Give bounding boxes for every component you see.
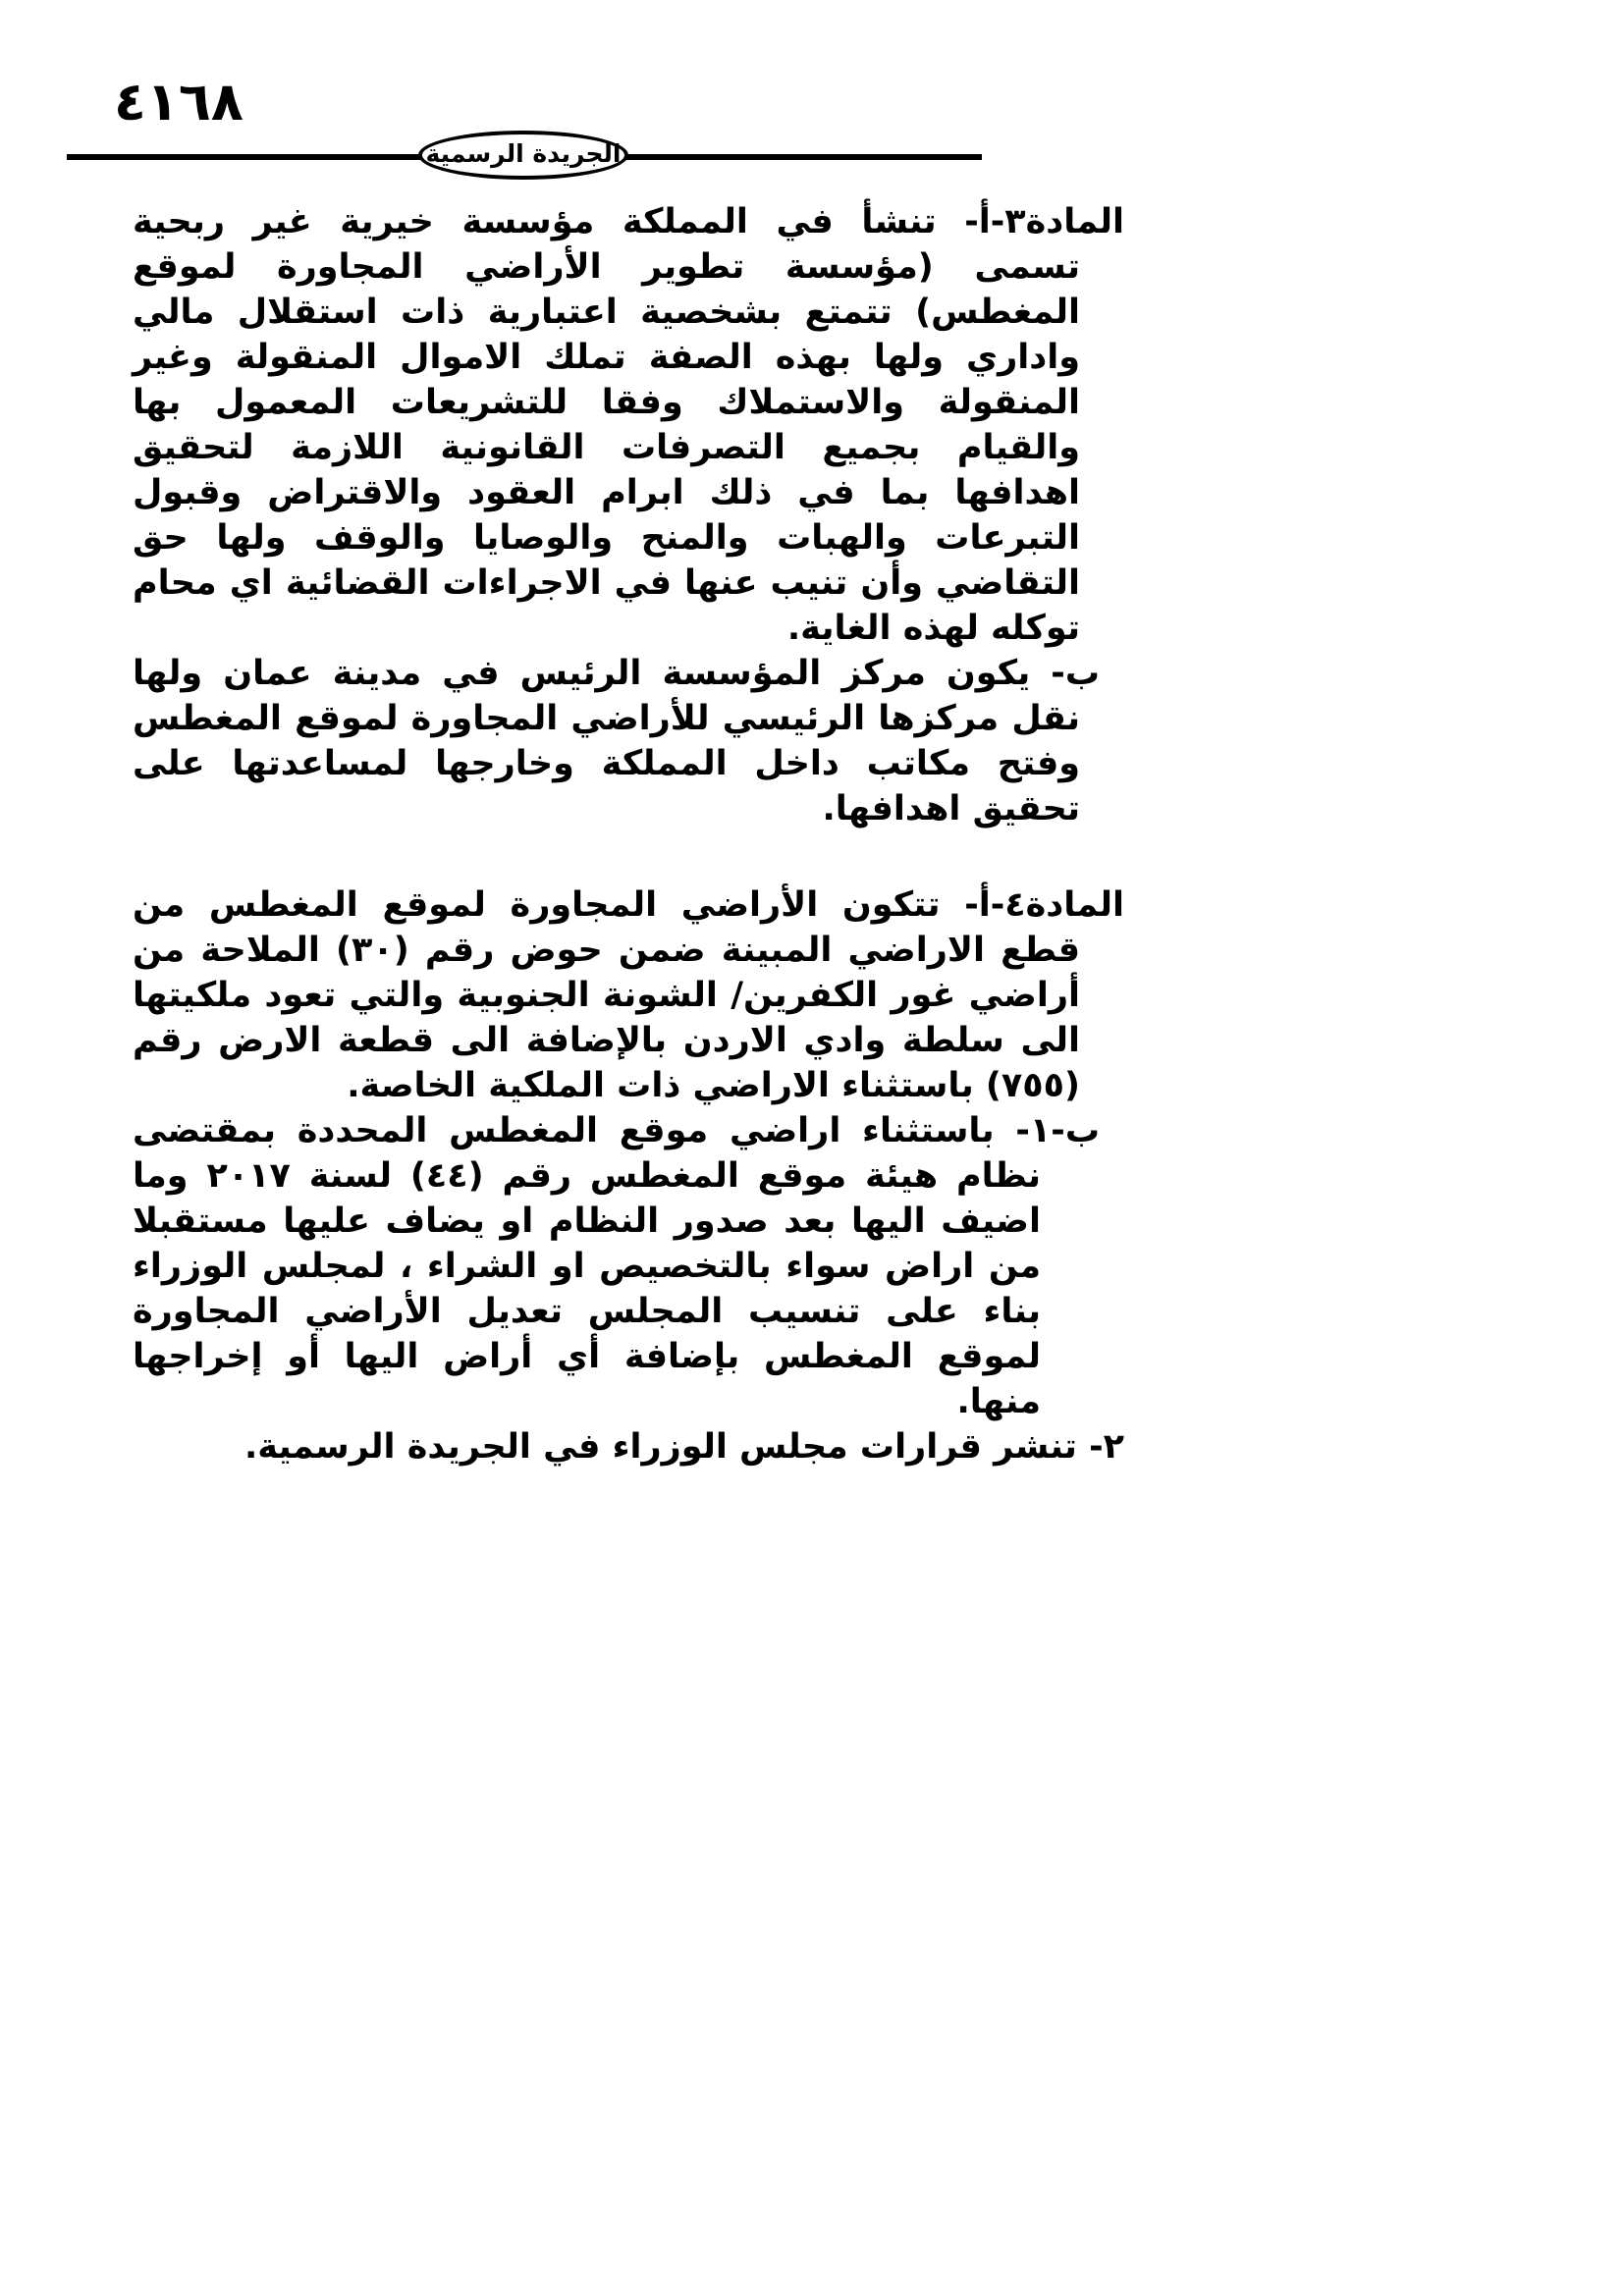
article-text <box>133 199 1124 1469</box>
paragraph-article4-b2: ٢- تنشر قرارات مجلس الوزراء في الجريدة الرسمية. <box>244 1427 1124 1467</box>
paragraph-article4-b1: ب-١- باستثناء اراضي موقع المغطس المحددة بمقتضى نظام هيئة موقع المغطس رقم (٤٤) لسنة ٢٠١٧ وما اضيف اليها بعد صدور النظام او يضاف عليها مستقبلا من اراض سواء بالتخصيص او الشراء ، لمجلس الوزراء بناء على تنسيب المجلس تعديل الأراضي المجاورة لموقع المغطس بإضافة أي أراض اليها أو إخراجها منها. <box>133 1111 1100 1421</box>
paragraph-article3-a: المادة٣-أ- تنشأ في المملكة مؤسسة خيرية غير ربحية تسمى (مؤسسة تطوير الأراضي المجاورة لموقع المغطس) تتمتع بشخصية اعتبارية ذات استقلال مالي واداري ولها بهذه الصفة تملك الاموال المنقولة وغير المنقولة والاستملاك وفقا للتشريعات المعمول بها والقيام بجميع التصرفات القانونية اللازمة لتحقيق اهدافها بما في ذلك ابرام العقود والاقتراض وقبول التبرعات والهبات والمنح والوصايا والوقف ولها حق التقاضي وأن تنيب عنها في الاجراءات القضائية اي محام توكله لهذه الغاية. <box>133 202 1124 648</box>
gazette-title-badge <box>418 131 628 180</box>
paragraph-article4-a: المادة٤-أ- تتكون الأراضي المجاورة لموقع المغطس من قطع الاراضي المبينة ضمن حوض رقم (٣٠) الملاحة من أراضي غور الكفرين/ الشونة الجنوبية والتي تعود ملكيتها الى سلطة وادي الاردن بالإضافة الى قطعة الارض رقم (٧٥٥) باستثناء الاراضي ذات الملكية الخاصة. <box>133 885 1124 1105</box>
gazette-title: الجريدة الرسمية <box>425 138 622 168</box>
page-number: ٤١٦٨ <box>114 71 244 133</box>
paragraph-article3-b: ب- يكون مركز المؤسسة الرئيس في مدينة عمان ولها نقل مركزها الرئيسي للأراضي المجاورة لموقع المغطس وفتح مكاتب داخل المملكة وخارجها لمساعدتها على تحقيق اهدافها. <box>133 654 1100 828</box>
